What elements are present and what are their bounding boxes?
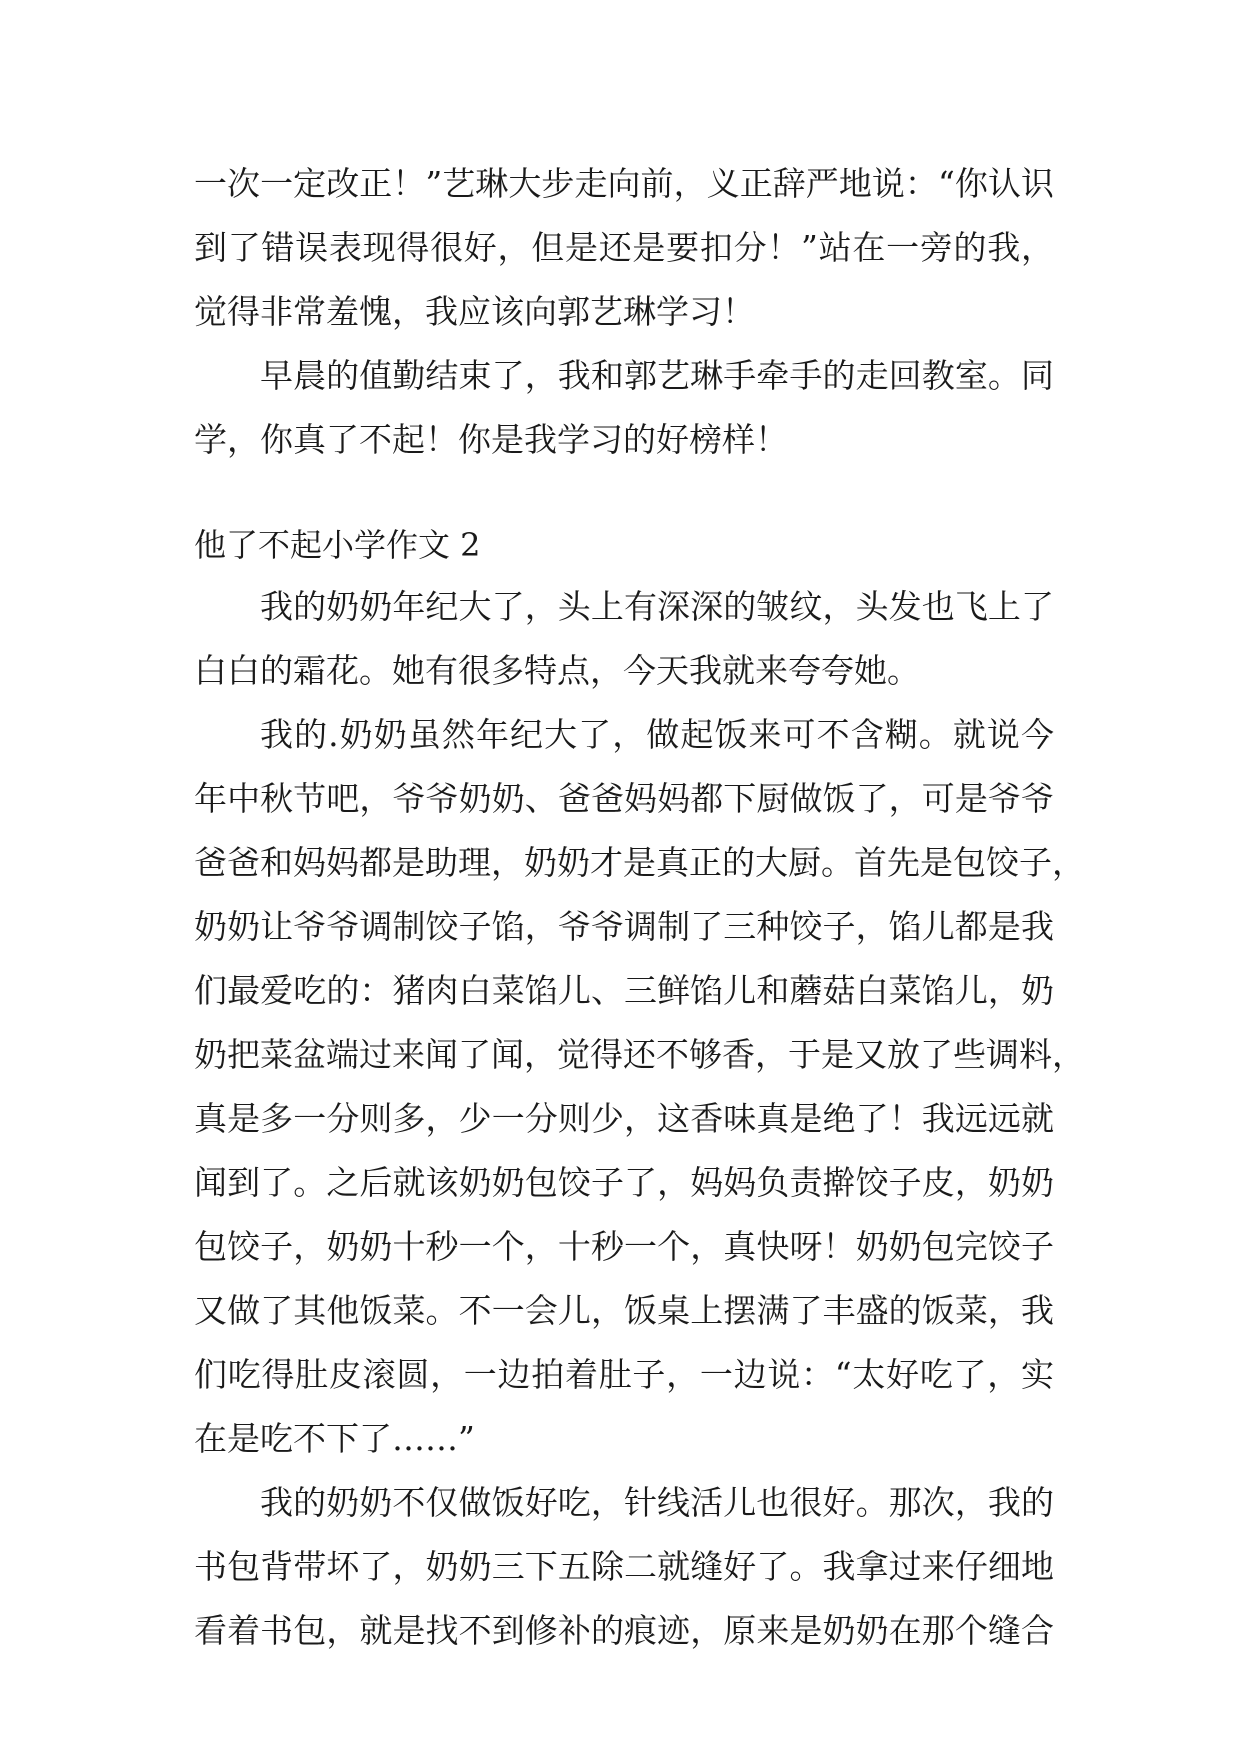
text-line: 我的.奶奶虽然年纪大了，做起饭来可不含糊。就说今 [260, 715, 1054, 754]
text-line: 又做了其他饭菜。不一会儿，饭桌上摆满了丰盛的饭菜，我 [194, 1291, 1054, 1330]
text-line: 觉得非常羞愧，我应该向郭艺琳学习！ [194, 292, 755, 331]
text-line: 到了错误表现得很好，但是还是要扣分！”站在一旁的我， [194, 228, 1054, 267]
text-line: 白白的霜花。她有很多特点，今天我就来夸夸她。 [194, 651, 920, 690]
text-line: 闻到了。之后就该奶奶包饺子了，妈妈负责擀饺子皮，奶奶 [194, 1163, 1054, 1202]
text-line: 年中秋节吧，爷爷奶奶、爸爸妈妈都下厨做饭了，可是爷爷 [194, 779, 1054, 818]
text-line: 爸爸和妈妈都是助理，奶奶才是真正的大厨。首先是包饺子， [194, 843, 1085, 882]
text-line: 我的奶奶不仅做饭好吃，针线活儿也很好。那次，我的 [260, 1483, 1054, 1522]
text-line: 们最爱吃的：猪肉白菜馅儿、三鲜馅儿和蘑菇白菜馅儿，奶 [194, 971, 1054, 1010]
text-line: 包饺子，奶奶十秒一个，十秒一个，真快呀！奶奶包完饺子 [194, 1227, 1054, 1266]
text-line: 奶把菜盆端过来闻了闻，觉得还不够香，于是又放了些调料， [194, 1035, 1085, 1074]
text-line: 看着书包，就是找不到修补的痕迹，原来是奶奶在那个缝合 [194, 1611, 1054, 1650]
text-line: 一次一定改正！”艺琳大步走向前，义正辞严地说：“你认识 [194, 164, 1054, 203]
text-line: 书包背带坏了，奶奶三下五除二就缝好了。我拿过来仔细地 [194, 1547, 1054, 1586]
section-heading: 他了不起小学作文 2 [194, 526, 481, 564]
text-line: 学，你真了不起！你是我学习的好榜样！ [194, 420, 788, 459]
text-line: 奶奶让爷爷调制饺子馅，爷爷调制了三种饺子，馅儿都是我 [194, 907, 1054, 946]
text-line: 早晨的值勤结束了，我和郭艺琳手牵手的走回教室。同 [260, 356, 1054, 395]
text-line: 们吃得肚皮滚圆，一边拍着肚子，一边说：“太好吃了，实 [194, 1355, 1054, 1394]
text-line: 在是吃不下了……” [194, 1419, 475, 1458]
text-line: 我的奶奶年纪大了，头上有深深的皱纹，头发也飞上了 [260, 587, 1054, 626]
text-line: 真是多一分则多，少一分则少，这香味真是绝了！我远远就 [194, 1099, 1054, 1138]
